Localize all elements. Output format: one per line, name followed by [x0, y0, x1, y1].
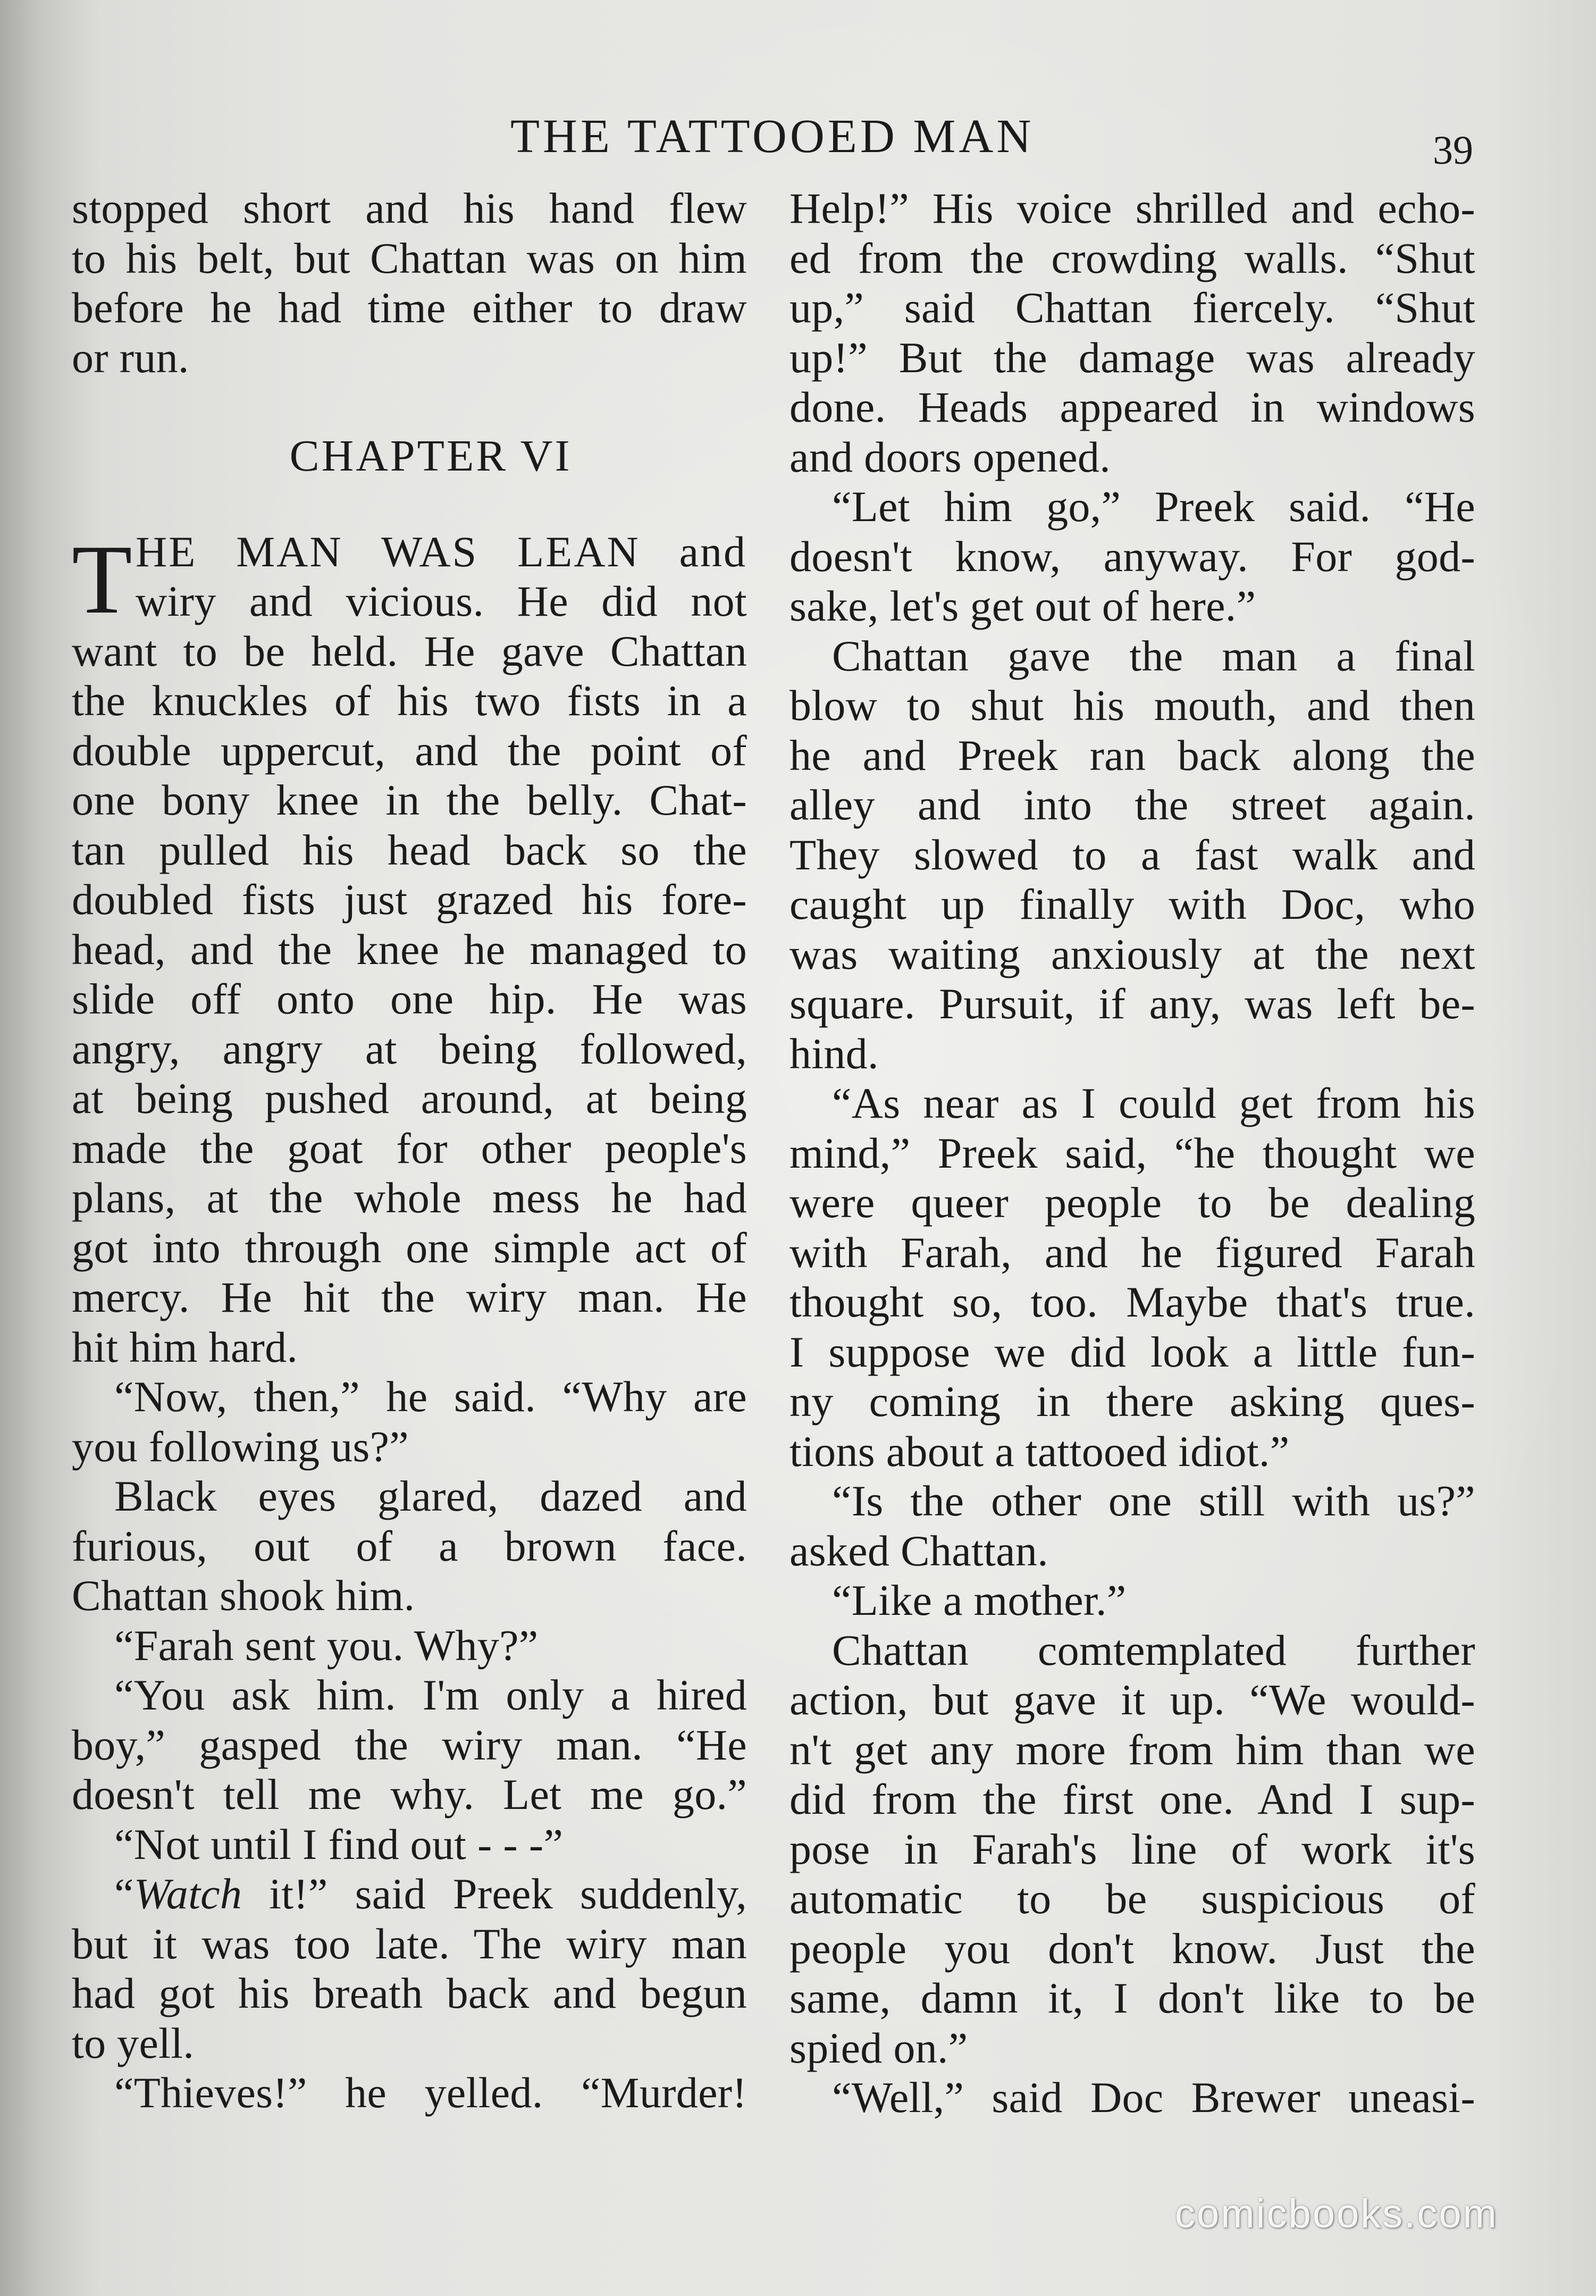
right-column	[789, 183, 1475, 2123]
text-line: Black eyes glared, dazed and	[114, 1472, 747, 1520]
spacer	[72, 382, 747, 431]
text-line: “Thieves!” he yelled. “Murder!	[114, 2068, 747, 2117]
text-line: automatic to be suspicious of	[789, 1874, 1475, 1923]
text-line: before he had time either to draw	[72, 283, 747, 332]
text-line: “Is the other one still with us?”	[832, 1477, 1475, 1525]
text-line: I suppose we did look a little fun-	[789, 1327, 1475, 1376]
text-line: did from the first one. And I sup-	[789, 1775, 1475, 1823]
text-line: wiry and vicious. He did not	[136, 577, 747, 625]
left-column	[72, 183, 747, 2118]
text-line: to his belt, but Chattan was on him	[72, 233, 747, 282]
opening-text: HE MAN WAS LEAN and	[136, 527, 747, 576]
text-line: “You ask him. I'm only a hired	[114, 1671, 747, 1719]
right-body	[789, 183, 1475, 2123]
text-line: “Like a mother.”	[832, 1576, 1127, 1624]
text-line: and doors opened.	[789, 432, 1111, 481]
text-line: Chattan shook him.	[72, 1571, 415, 1620]
text-line: thought so, too. Maybe that's true.	[789, 1278, 1475, 1326]
text-line: had got his breath back and begun	[72, 1969, 747, 2017]
text-line: the knuckles of his two fists in a	[72, 676, 747, 725]
text-line: stopped short and his hand flew	[72, 184, 747, 232]
text-line: Chattan comtemplated further	[832, 1625, 1475, 1674]
text-line: mind,” Preek said, “he thought we	[789, 1128, 1475, 1177]
chapter-heading: CHAPTER VI	[289, 431, 572, 481]
watermark-logo: comicbooks.com	[1175, 2191, 1498, 2236]
text-line: ny coming in there asking ques-	[789, 1377, 1475, 1426]
text-line: head, and the knee he managed to	[72, 925, 747, 974]
text-line: you following us?”	[72, 1422, 409, 1471]
text-line: furious, out of a brown face.	[72, 1521, 747, 1570]
text-line: blow to shut his mouth, and then	[789, 681, 1475, 730]
text-line: got into through one simple act of	[72, 1223, 747, 1272]
text-line: action, but gave it up. “We would-	[789, 1675, 1475, 1724]
text-line: want to be held. He gave Chattan	[72, 626, 747, 675]
text-line: mercy. He hit the wiry man. He	[72, 1273, 747, 1321]
running-head: THE TATTOOED MAN	[510, 110, 1035, 163]
left-body	[72, 626, 747, 2118]
text-line: hit him hard.	[72, 1322, 298, 1371]
page-number: 39	[1433, 128, 1473, 173]
text-line: “Let him go,” Preek said. “He	[832, 482, 1475, 531]
text-line: but it was too late. The wiry man	[72, 1919, 747, 1968]
text-line: to yell.	[72, 2018, 195, 2067]
text-line: caught up finally with Doc, who	[789, 880, 1475, 928]
text-line: slide off onto one hip. He was	[72, 975, 747, 1023]
text-line: he and Preek ran back along the	[789, 731, 1475, 780]
text-line: was waiting anxiously at the next	[789, 929, 1475, 978]
emphasis: Watch	[133, 1870, 242, 1918]
text-line: boy,” gasped the wiry man. “He	[72, 1720, 747, 1769]
text-line: tan pulled his head back so the	[72, 825, 747, 874]
text-line: square. Pursuit, if any, was left be-	[789, 979, 1475, 1028]
text-line: “Well,” said Doc Brewer uneasi-	[832, 2073, 1475, 2122]
text-line: ed from the crowding walls. “Shut	[789, 233, 1475, 282]
text-line: sake, let's get out of here.”	[789, 582, 1256, 630]
text-line: alley and into the street again.	[789, 781, 1475, 829]
text-line: with Farah, and he figured Farah	[789, 1228, 1475, 1277]
text-line: “Watch it!” said Preek suddenly,	[114, 1870, 747, 1918]
text-line: n't get any more from him than we	[789, 1725, 1475, 1774]
text-line: Chattan gave the man a final	[832, 631, 1475, 680]
text-line: or run.	[72, 333, 189, 382]
text-line: “Farah sent you. Why?”	[114, 1621, 539, 1670]
text-line: double uppercut, and the point of	[72, 726, 747, 775]
text-line: up!” But the damage was already	[789, 333, 1475, 382]
spacer	[72, 481, 747, 527]
text-line: angry, angry at being followed,	[72, 1024, 747, 1073]
text-line: doesn't know, anyway. For god-	[789, 532, 1475, 581]
drop-cap: T	[72, 524, 132, 634]
text-line: at being pushed around, at being	[72, 1074, 747, 1122]
text-line: They slowed to a fast walk and	[789, 830, 1475, 879]
text-line: pose in Farah's line of work it's	[789, 1824, 1475, 1873]
text-line: done. Heads appeared in windows	[789, 383, 1475, 431]
text-line: people you don't know. Just the	[789, 1924, 1475, 1973]
text-line: doubled fists just grazed his fore-	[72, 875, 747, 924]
text-line: “As near as I could get from his	[832, 1079, 1475, 1127]
text-line: “Not until I find out - - -”	[114, 1820, 564, 1868]
text-line: tions about a tattooed idiot.”	[789, 1427, 1290, 1476]
text-line: same, damn it, I don't like to be	[789, 1974, 1475, 2022]
text-line: up,” said Chattan fiercely. “Shut	[789, 283, 1475, 332]
text-line: spied on.”	[789, 2023, 968, 2072]
text-line: were queer people to be dealing	[789, 1178, 1475, 1227]
text-line: asked Chattan.	[789, 1526, 1048, 1575]
text-line: plans, at the whole mess he had	[72, 1174, 747, 1222]
text-line: hind.	[789, 1029, 879, 1078]
text-line: made the goat for other people's	[72, 1124, 747, 1172]
text-line: doesn't tell me why. Let me go.”	[72, 1770, 747, 1819]
text-line: Help!” His voice shrilled and echo-	[789, 184, 1475, 232]
text-line: one bony knee in the belly. Chat-	[72, 776, 747, 824]
text-line: “Now, then,” he said. “Why are	[114, 1372, 747, 1421]
